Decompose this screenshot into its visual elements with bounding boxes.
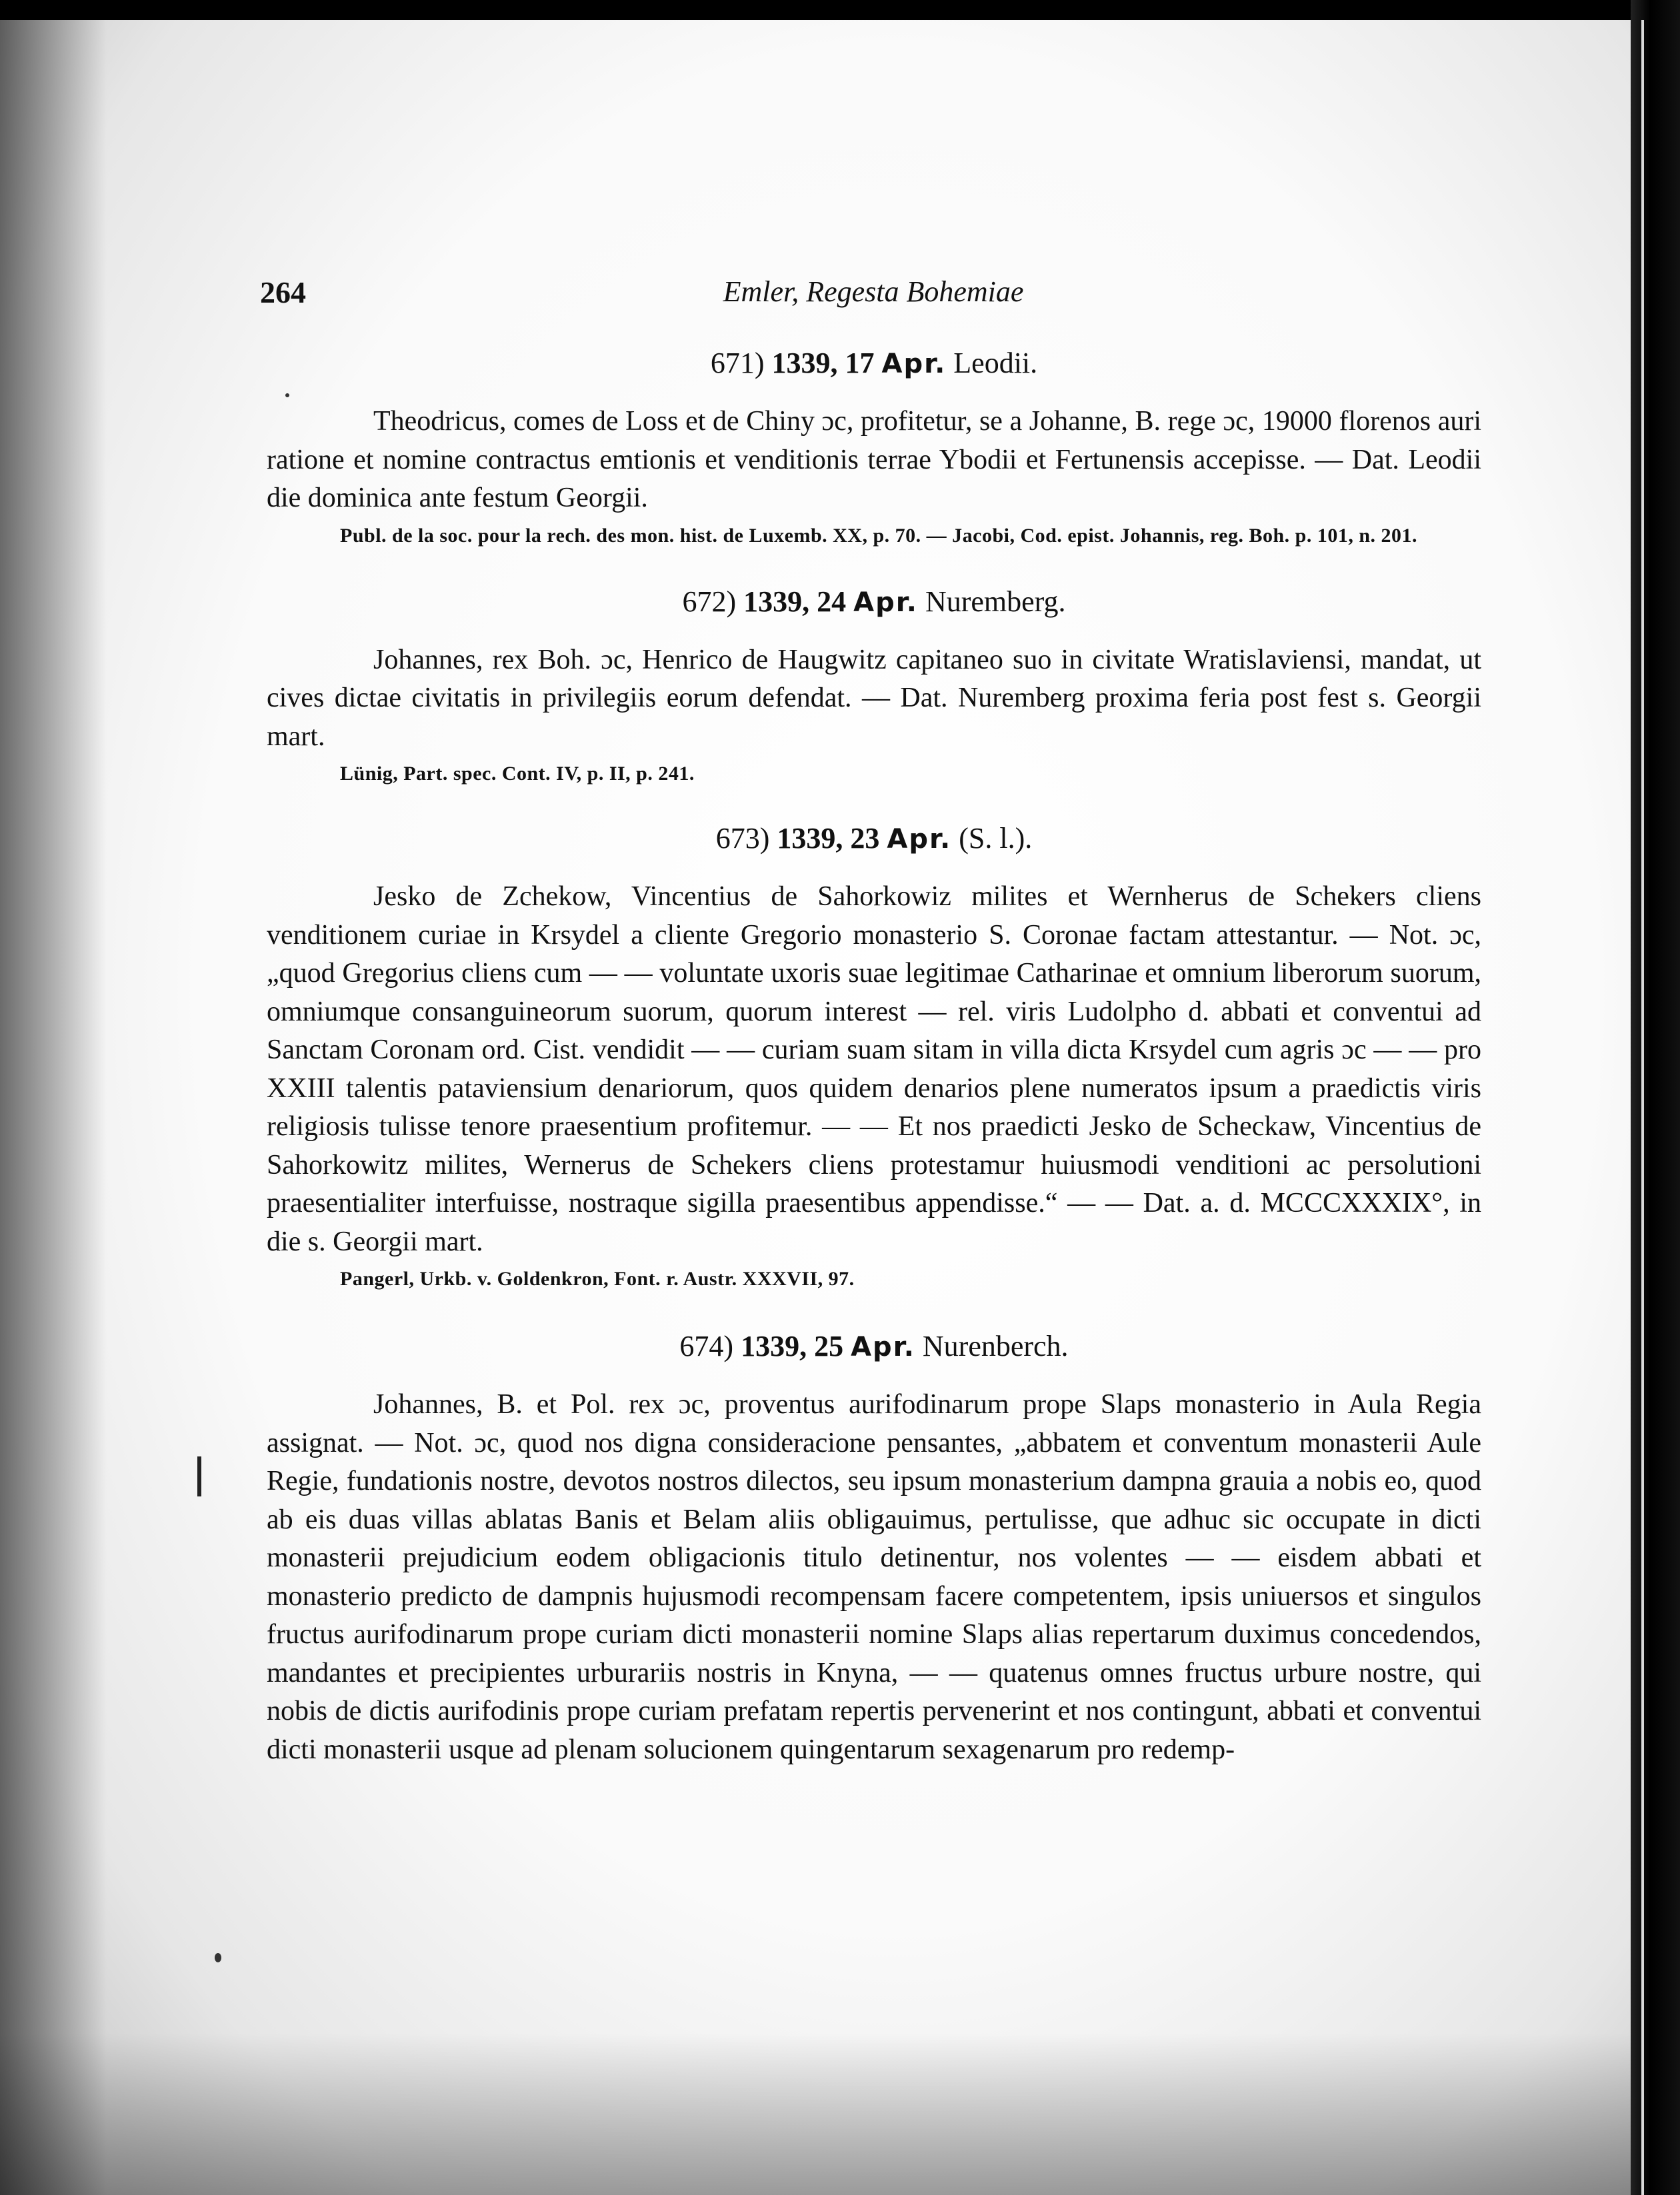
entry-heading xyxy=(267,819,1481,859)
entry-source: Pangerl, Urkb. v. Goldenkron, Font. r. Austr. XXXVII, 97. xyxy=(340,1268,855,1290)
entry-text: Johannes, B. et Pol. rex ɔc, proventus aurifodinarum prope Slaps monasterio in Aula Regia assignat. — Not. ɔc, quod nos digna consideracione pensantes, „abbatem et conventum monasterii Aule Regie, fundationis nostre, devotos nostros dilectos, seu ipsum monasterium dampna grauia a nobis eo, quod ab eis duas villas ablatas Banis et Belam aliis obligauimus, pertulisse, que adhuc sic occupate in dicti monasterii prejudicium eodem obligacionis titulo detinentur, nos volentes — — eisdem abbati et monasterio predicto de dampnis hujusmodi recompensam facere competentem, ipsis uniuersos et singulos fructus aurifodinarum prope curiam dicti monasterii nomine Slaps alias repertarum duximus concedendos, mandantes et precipientes urburariis nostris in Knyna, — — quatenus omnes fructus urbure nostre, qui nobis de dictis aurifodinis prope curiam prefatam repertis pervenerint et nos contingunt, abbati et conventui dicti monasterii usque ad plenam solucionem quingentarum sexagenarum pro redemp- xyxy=(267,1389,1481,1765)
entry-source: Lünig, Part. spec. Cont. IV, p. II, p. 241. xyxy=(340,763,695,785)
entry-heading xyxy=(267,343,1481,384)
entry-place: (S. l.). xyxy=(959,822,1033,855)
scan-top-border xyxy=(0,0,1631,20)
scan-speck xyxy=(215,1953,221,1962)
page-content xyxy=(267,343,1481,1769)
entry-671 xyxy=(267,343,1481,550)
scan-speck xyxy=(285,393,289,397)
scan-right-border xyxy=(1631,0,1680,2195)
entry-672 xyxy=(267,582,1481,789)
scan-bottom-shadow xyxy=(0,2033,1631,2195)
entry-number: 673) xyxy=(715,822,770,855)
scan-left-shadow xyxy=(0,0,107,2195)
entry-date: 1339, 25 xyxy=(741,1330,844,1362)
entry-heading xyxy=(267,582,1481,623)
entry-number: 671) xyxy=(710,347,765,379)
margin-mark xyxy=(197,1456,201,1496)
scan-edge-line xyxy=(1641,20,1644,2195)
page-header xyxy=(260,275,1487,321)
entry-number: 672) xyxy=(682,585,737,618)
entry-place: Nuremberg. xyxy=(925,585,1066,618)
entry-674 xyxy=(267,1326,1481,1769)
entry-source: Publ. de la soc. pour la rech. des mon. hist. de Luxemb. XX, p. 70. — Jacobi, Cod. epist. Johannis, reg. Boh. p. 101, n. 201. xyxy=(340,524,1418,547)
entry-number: 674) xyxy=(679,1330,734,1362)
entry-month: Apr. xyxy=(853,587,918,618)
entry-month: Apr. xyxy=(851,1332,915,1362)
entry-place: Leodii. xyxy=(953,347,1038,379)
running-title: Emler, Regesta Bohemiae xyxy=(723,275,1024,308)
entry-month: Apr. xyxy=(881,349,947,379)
entry-text: Jesko de Zchekow, Vincentius de Sahorkowiz milites et Wernherus de Schekers cliens venditionem curiae in Krsydel a cliente Gregorio monasterio S. Coronae factam attestantur. — Not. ɔc, „quod Gregorius cliens cum — — voluntate uxoris suae legitimae Catharinae et omnium liberorum suorum, omniumque consanguineorum suorum, quorum interest — rel. viris Ludolpho d. abbati et conventui ad Sanctam Coronam ord. Cist. vendidit — — curiam suam sitam in villa dicta Krsydel cum agris ɔc — — pro XXIII talentis pataviensium denariorum, quos quidem denarios plene numeratos ipsum a praedictis viris religiosis tulisse tenore praesentium profitemur. — — Et nos praedicti Jesko de Scheckaw, Vincentius de Sahorkowitz milites, Wernerus de Schekers cliens protestamur huiusmodi venditioni ac persolutioni praesentialiter interfuisse, nostraque sigilla praesentibus appendisse.“ — — Dat. a. d. MCCCXXXIX°, in die s. Georgii mart. xyxy=(267,881,1481,1257)
entry-text: Theodricus, comes de Loss et de Chiny ɔc, profitetur, se a Johanne, B. rege ɔc, 19000 florenos auri ratione et nomine contractus emtionis et venditionis terrae Ybodii et Fertunensis accepisse. — Dat. Leodii die dominica ante festum Georgii. xyxy=(267,406,1481,513)
entry-date: 1339, 17 xyxy=(771,347,875,379)
entry-month: Apr. xyxy=(887,824,952,855)
entry-date: 1339, 24 xyxy=(743,585,847,618)
page-number: 264 xyxy=(260,275,306,309)
entry-text: Johannes, rex Boh. ɔc, Henrico de Haugwitz capitaneo suo in civitate Wratislaviensi, mandat, ut cives dictae civitatis in privilegiis eorum defendat. — Dat. Nuremberg proxima feria post fest s. Georgii mart. xyxy=(267,644,1481,752)
entry-heading xyxy=(267,1326,1481,1367)
entry-date: 1339, 23 xyxy=(777,822,880,855)
entry-673 xyxy=(267,819,1481,1293)
entry-place: Nurenberch. xyxy=(922,1330,1069,1362)
